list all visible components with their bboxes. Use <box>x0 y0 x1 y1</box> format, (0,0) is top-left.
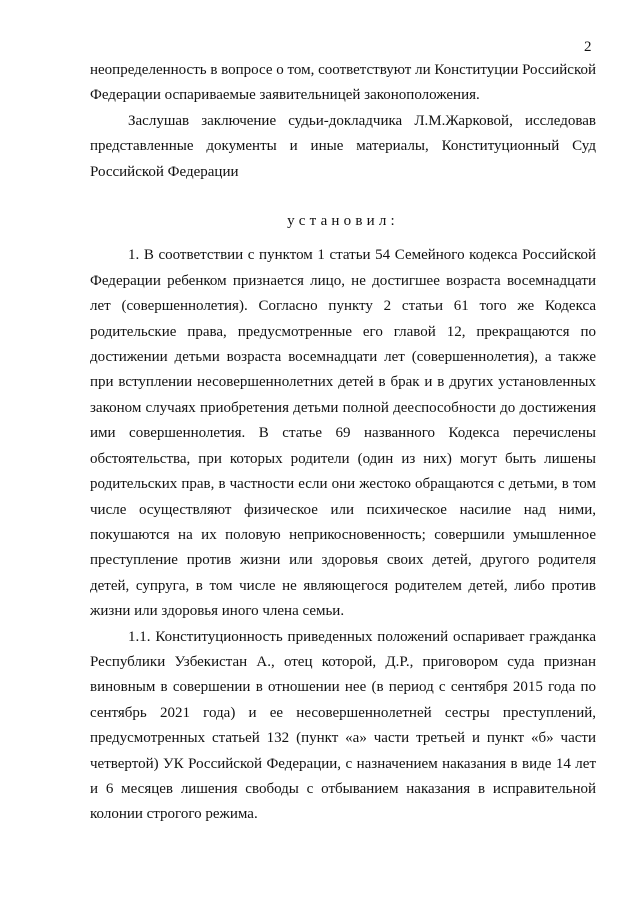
paragraph-hearing: Заслушав заключение судьи-докладчика Л.М.Жарковой, исследовав представленные документы и иные материалы, Конституционный Суд Российской Федерации <box>90 112 596 180</box>
document-body <box>90 58 596 828</box>
page-number: 2 <box>584 39 592 55</box>
paragraph-point-1-1: 1.1. Конституционность приведенных положений оспаривает гражданка Республики Узбекистан А., отец которой, Д.Р., приговором суда признан виновным в совершении в отношении нее (в период с сентября 2015 года по сентябрь 2021 года) и ее несовершеннолетней сестры преступлений, предусмотренных статьей 132 (пункт «а» части третьей и пункт «б» части четвертой) УК Российской Федерации, с назначением наказания в виде 14 лет и 6 месяцев лишения свободы с отбыванием наказания в исправительной колонии строгого режима. <box>90 628 596 823</box>
paragraph-point-1: 1. В соответствии с пунктом 1 статьи 54 Семейного кодекса Российской Федерации ребенком признается лицо, не достигшее возраста восемнадцати лет (совершеннолетия). Согласно пункту 2 статьи 61 того же Кодекса родительские права, предусмотренные его главой 12, прекращаются по достижении детьми возраста восемнадцати лет (совершеннолетия), а также при вступлении несовершеннолетних детей в брак и в других установленных законом случаях приобретения детьми полной дееспособности до достижения ими совершеннолетия. В статье 69 названного Кодекса перечислены обстоятельства, при которых родители (один из них) могут быть лишены родительских прав, в частности если они жестоко обращаются с детьми, в том числе осуществляют физическое или психическое насилие над ними, покушаются на их половую неприкосновенность; совершили умышленное преступление против жизни или здоровья своих детей, другого родителя детей, супруга, в том числе не являющегося родителем детей, либо против жизни или здоровья иного члена семьи. <box>90 247 596 620</box>
section-heading: установил: <box>287 213 399 230</box>
paragraph-continuation: неопределенность в вопросе о том, соответствуют ли Конституции Российской Федерации оспариваемые заявительницей законоположения. <box>90 62 597 104</box>
